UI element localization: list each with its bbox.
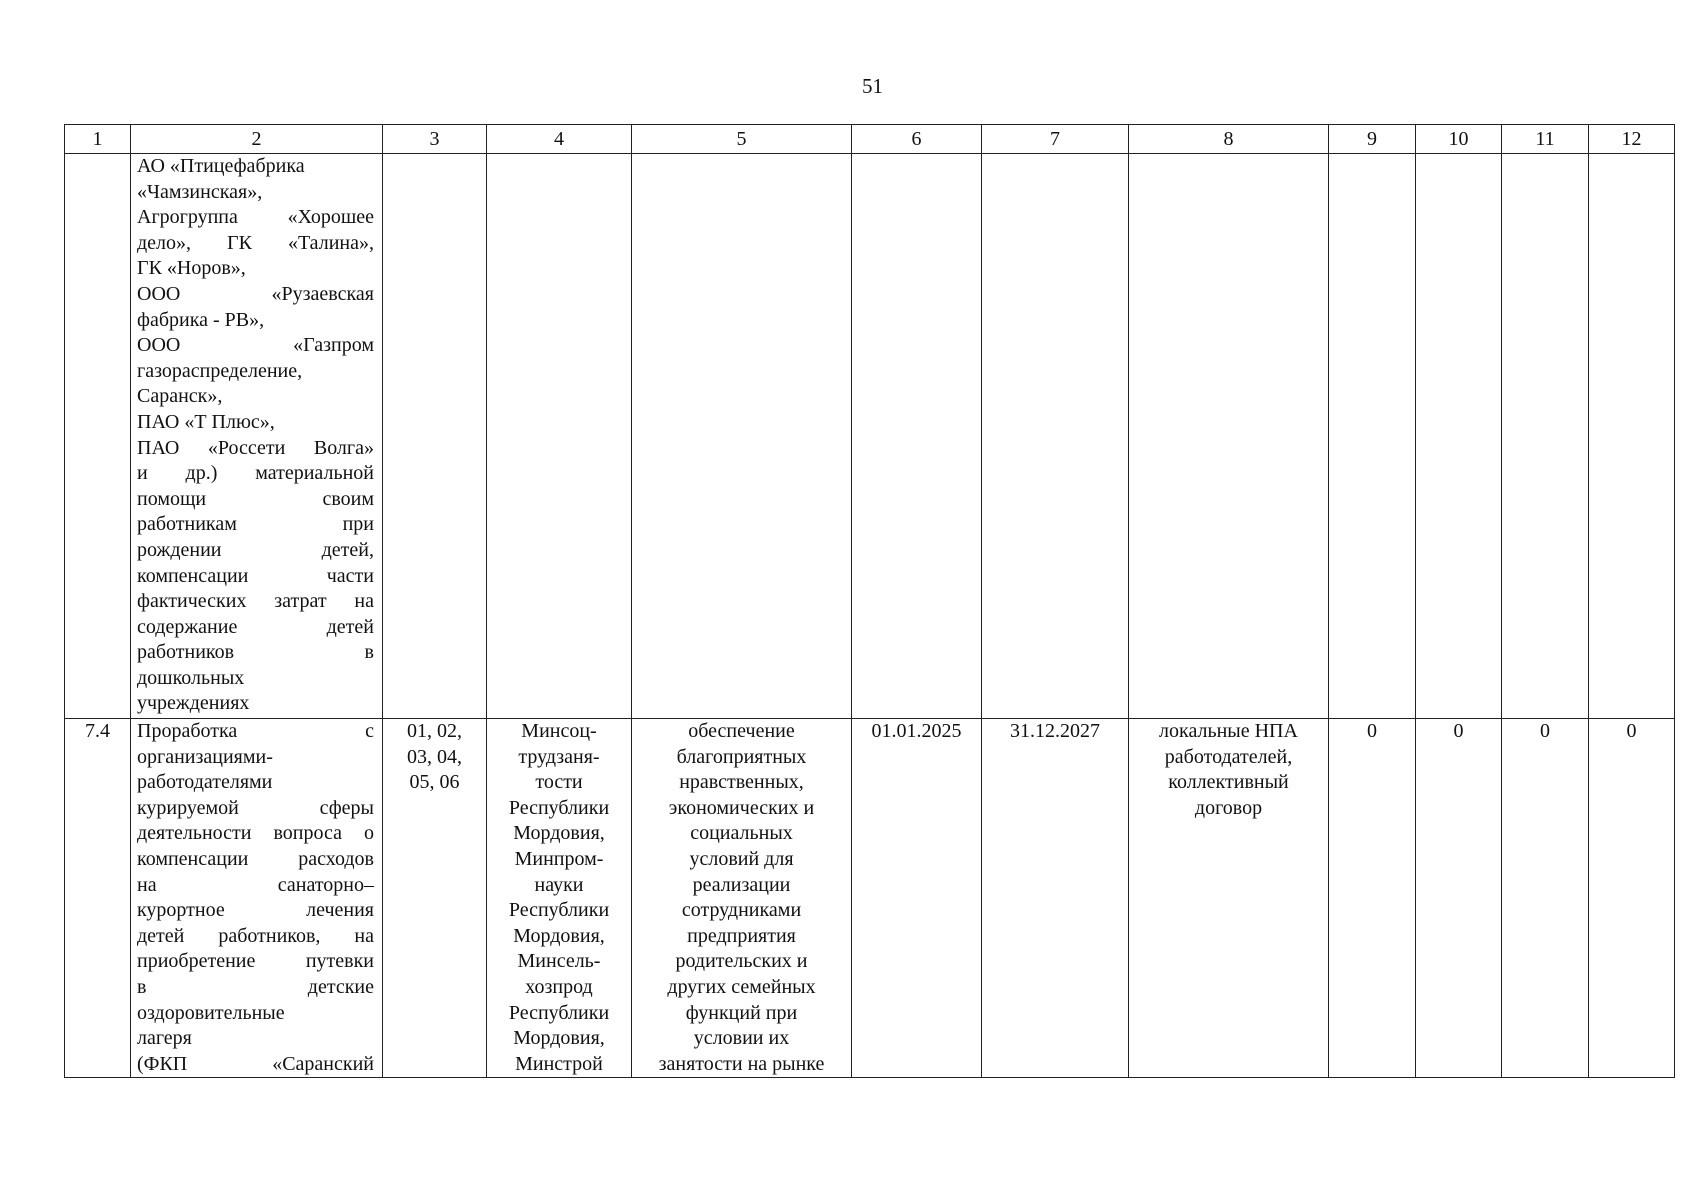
cell-codes [383, 719, 487, 1078]
text-line: оздоровительные [137, 1001, 285, 1024]
text-line: предприятия [687, 924, 796, 947]
text-line: социальных [690, 822, 793, 845]
header-col-10: 10 [1416, 125, 1502, 154]
text-line: 01, 02, [407, 720, 462, 742]
cell-col12-continuation [1589, 154, 1675, 719]
cell-responsible [487, 719, 632, 1078]
text-line: дошкольных [137, 666, 245, 689]
text-line: других семейных [667, 975, 816, 998]
text-line: 05, 06 [409, 771, 460, 794]
text-line: экономических и [668, 796, 815, 819]
cell-col10-continuation [1416, 154, 1502, 719]
cell-end-continuation [982, 154, 1129, 719]
header-col-11: 11 [1502, 125, 1589, 154]
text-line: нравственных, [679, 771, 804, 794]
text-line: трудзаня- [518, 745, 600, 768]
text-line: Минпром- [514, 847, 604, 870]
text-line: Саранск», [137, 385, 223, 408]
text-line: договор [1194, 796, 1263, 819]
text-line: детей работников, на [137, 924, 374, 947]
cell-col12: 0 [1589, 719, 1675, 1078]
cell-col10: 0 [1416, 719, 1502, 1078]
cell-responsible-continuation [487, 154, 632, 719]
text-line: работников в [137, 641, 374, 664]
cell-start-date: 01.01.2025 [852, 719, 982, 1078]
cell-number: 7.4 [65, 719, 131, 1078]
text-line: Минстрой [515, 1052, 603, 1075]
text-line: Проработка с [137, 720, 374, 742]
cell-end-date: 31.12.2027 [982, 719, 1129, 1078]
text-line: Мордовия, [513, 1027, 605, 1050]
header-col-4: 4 [487, 125, 632, 154]
header-col-9: 9 [1329, 125, 1416, 154]
text-line: курортное лечения [137, 899, 374, 922]
text-line: науки [534, 873, 584, 896]
cell-description [131, 719, 383, 1078]
text-line: Мордовия, [513, 822, 605, 845]
text-line: приобретение путевки [137, 950, 374, 973]
text-line: и др.) материальной [137, 462, 374, 485]
text-line: Республики [508, 796, 610, 819]
text-line: тости [535, 771, 583, 794]
text-line: ПАО «Россети Волга» [137, 436, 374, 459]
header-col-7: 7 [982, 125, 1129, 154]
text-line: (ФКП «Саранский [137, 1052, 374, 1075]
text-line: ПАО «Т Плюс», [137, 410, 275, 433]
text-line: Минсоц- [521, 720, 597, 742]
text-line: газораспределение, [137, 359, 303, 382]
text-line: обеспечение [688, 720, 795, 742]
text-line: фактических затрат на [137, 590, 374, 613]
text-line: функций при [685, 1001, 798, 1024]
text-line: фабрика - РВ», [137, 308, 265, 331]
text-line: компенсации расходов [137, 847, 374, 870]
text-line: ГК «Норов», [137, 257, 246, 280]
text-line: АО «Птицефабрика [137, 155, 305, 177]
text-line: благоприятных [676, 745, 807, 768]
cell-col9-continuation [1329, 154, 1416, 719]
text-line: на санаторно– [137, 873, 374, 896]
cell-result-continuation [632, 154, 852, 719]
text-line: рождении детей, [137, 538, 374, 561]
text-line: условий для [689, 847, 794, 870]
header-col-6: 6 [852, 125, 982, 154]
page-number: 51 [862, 74, 883, 98]
cell-number [65, 154, 131, 719]
cell-document-continuation [1129, 154, 1329, 719]
text-line: лагеря [137, 1027, 192, 1050]
text-line: 03, 04, [407, 745, 462, 768]
document-table [64, 124, 1675, 1078]
table-row-7-4 [65, 719, 1675, 1078]
cell-codes-continuation [383, 154, 487, 719]
text-line: курируемой сферы [137, 796, 374, 819]
text-line: работодателей, [1164, 745, 1293, 768]
text-line: условии их [693, 1027, 790, 1050]
text-line: ООО «Газпром [137, 334, 374, 357]
header-col-12: 12 [1589, 125, 1675, 154]
cell-description-continuation [131, 154, 383, 719]
text-line: дело», ГК «Талина», [137, 231, 374, 254]
text-line: Мордовия, [513, 924, 605, 947]
text-line: сотрудниками [681, 899, 802, 922]
header-col-2: 2 [131, 125, 383, 154]
text-line: занятости на рынке [658, 1052, 825, 1075]
header-col-8: 8 [1129, 125, 1329, 154]
text-line: в детские [137, 975, 374, 998]
text-line: помощи своим [137, 487, 374, 510]
text-line: ООО «Рузаевская [137, 282, 374, 305]
text-line: реализации [692, 873, 791, 896]
text-line: Республики [508, 1001, 610, 1024]
header-col-3: 3 [383, 125, 487, 154]
cell-result [632, 719, 852, 1078]
text-line: локальные НПА [1159, 720, 1298, 742]
header-col-5: 5 [632, 125, 852, 154]
text-line: родительских и [675, 950, 808, 973]
text-line: компенсации части [137, 564, 374, 587]
text-line: Республики [508, 899, 610, 922]
cell-start-continuation [852, 154, 982, 719]
text-line: Агрогруппа «Хорошее [137, 206, 374, 229]
header-row [65, 125, 1675, 154]
cell-col11-continuation [1502, 154, 1589, 719]
text-line: работодателями [137, 771, 273, 794]
text-line: «Чамзинская», [137, 180, 263, 203]
text-line: работникам при [137, 513, 374, 536]
text-line: хозпрод [525, 975, 593, 998]
text-line: Минсель- [517, 950, 601, 973]
cell-col9: 0 [1329, 719, 1416, 1078]
text-line: учреждениях [137, 692, 250, 715]
table-row-continuation [65, 154, 1675, 719]
text-line: содержание детей [137, 615, 374, 638]
text-line: деятельности вопроса о [137, 822, 374, 845]
cell-document [1129, 719, 1329, 1078]
header-col-1: 1 [65, 125, 131, 154]
text-line: организациями- [137, 745, 273, 768]
text-line: коллективный [1168, 771, 1289, 794]
cell-col11: 0 [1502, 719, 1589, 1078]
